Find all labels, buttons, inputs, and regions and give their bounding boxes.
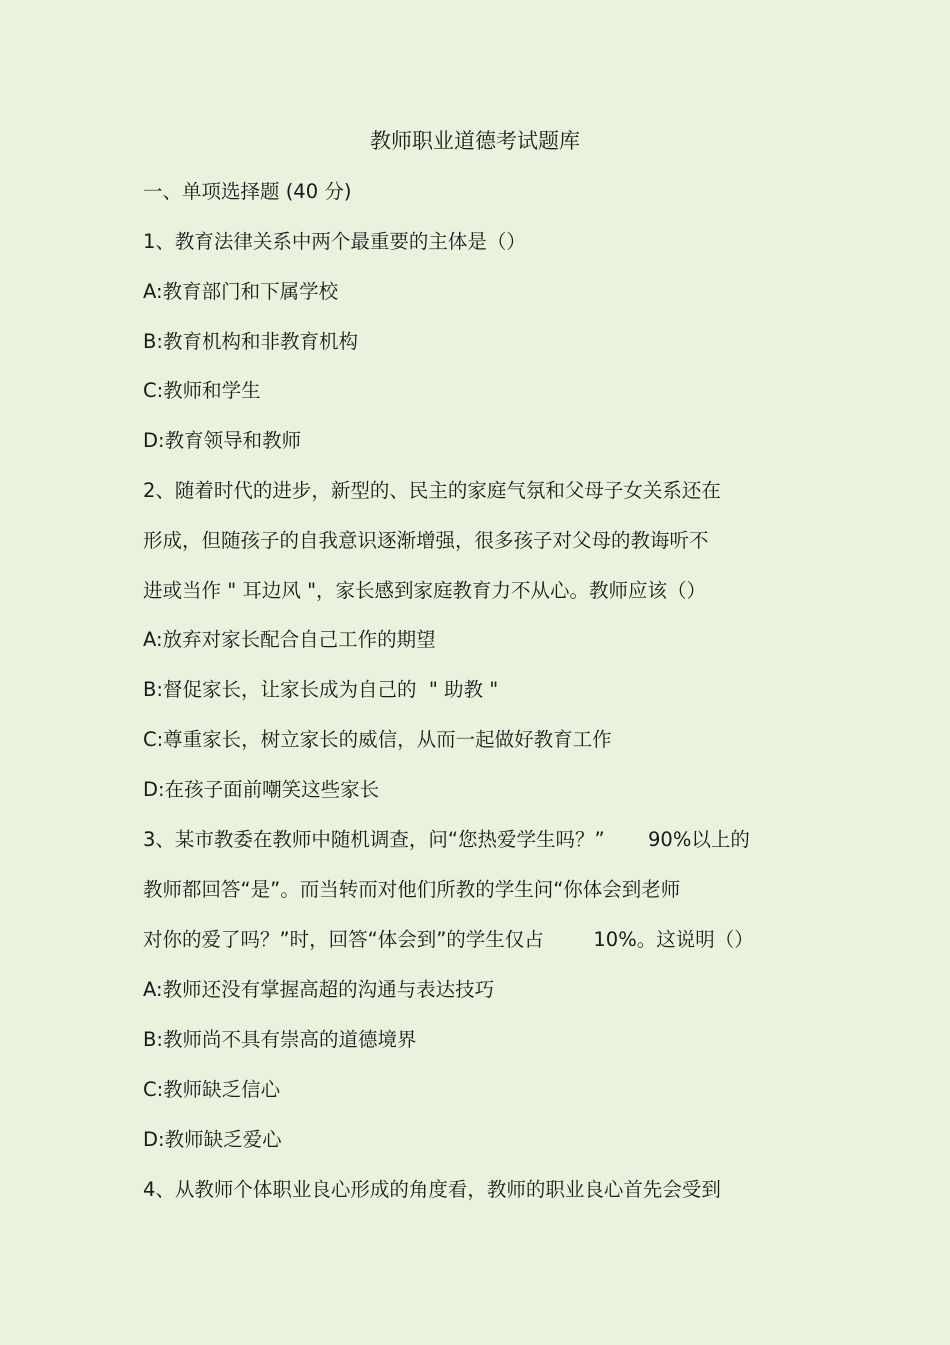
- question-2-option-d: D:在孩子面前嘲笑这些家长: [143, 778, 380, 801]
- question-3-option-b: B:教师尚不具有崇高的道德境界: [143, 1028, 417, 1051]
- question-2-option-a: A:放弃对家长配合自己工作的期望: [143, 628, 436, 651]
- question-2-stem-line-3: 进或当作 " 耳边风 "，家长感到家庭教育力不从心。教师应该（）: [143, 579, 707, 602]
- question-3-option-d: D:教师缺乏爱心: [143, 1128, 282, 1151]
- question-3-option-c: C:教师缺乏信心: [143, 1078, 281, 1101]
- question-3-stem-line-3: 对你的爱了吗？”时，回答“体会到”的学生仅占 10%。这说明（）: [143, 928, 754, 951]
- section-heading: 一、单项选择题 (40 分): [143, 180, 352, 203]
- question-2-option-c: C:尊重家长，树立家长的威信，从而一起做好教育工作: [143, 728, 612, 751]
- question-1-stem: 1、教育法律关系中两个最重要的主体是（）: [143, 230, 526, 253]
- question-2-option-b: B:督促家长，让家长成为自己的 " 助教 ": [143, 678, 499, 701]
- question-2-stem-line-1: 2、随着时代的进步，新型的、民主的家庭气氛和父母子女关系还在: [143, 479, 721, 502]
- question-3-stem-line-1: 3、某市教委在教师中随机调查，问“您热爱学生吗？” 90%以上的: [143, 828, 750, 851]
- question-1-option-b: B:教育机构和非教育机构: [143, 330, 358, 353]
- question-2-stem-line-2: 形成，但随孩子的自我意识逐渐增强，很多孩子对父母的教诲听不: [143, 529, 709, 552]
- question-3-option-a: A:教师还没有掌握高超的沟通与表达技巧: [143, 978, 495, 1001]
- question-1-option-c: C:教师和学生: [143, 379, 261, 402]
- question-4-stem-line-1: 4、从教师个体职业良心形成的角度看，教师的职业良心首先会受到: [143, 1178, 721, 1201]
- question-1-option-d: D:教育领导和教师: [143, 429, 302, 452]
- question-3-stem-line-2: 教师都回答“是”。而当转而对他们所教的学生问“你体会到老师: [143, 878, 681, 901]
- question-1-option-a: A:教育部门和下属学校: [143, 280, 339, 303]
- document-title: 教师职业道德考试题库: [370, 129, 580, 153]
